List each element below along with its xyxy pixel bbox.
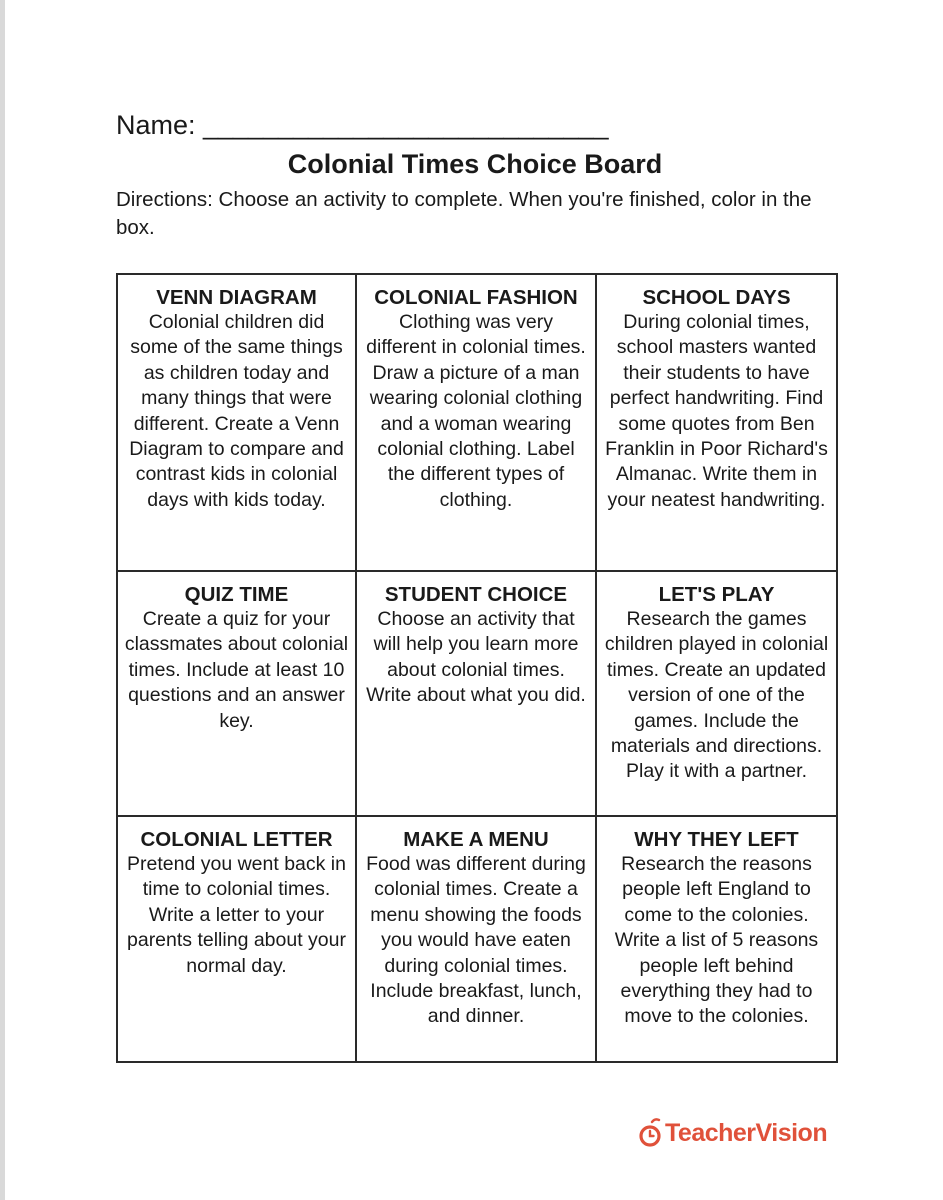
cell-text: Colonial children did some of the same things as children today and many things that were different. Create a Venn Diagram to compare and contrast kids in colonial days with kids today. — [129, 311, 344, 511]
choice-board — [116, 273, 838, 1063]
cell-text: Choose an activity that will help you learn more about colonial times. Write about what you did. — [366, 608, 586, 707]
cell-text: Clothing was very different in colonial times. Draw a picture of a man wearing colonial clothing and a woman wearing colonial clothing. Label the different types of clothing. — [366, 311, 586, 511]
choice-cell-colonial-letter[interactable] — [117, 816, 356, 1062]
choice-cell-student-choice[interactable] — [356, 571, 596, 816]
cell-title: COLONIAL LETTER — [140, 828, 333, 851]
cell-title: VENN DIAGRAM — [156, 286, 317, 309]
choice-cell-make-a-menu[interactable] — [356, 816, 596, 1062]
choice-cell-venn-diagram[interactable] — [117, 274, 356, 571]
teachervision-logo[interactable] — [638, 1118, 827, 1148]
cell-text: Pretend you went back in time to colonial times. Write a letter to your parents telling about your normal day. — [127, 853, 346, 977]
name-field-label: Name: ___________________________ — [116, 110, 609, 140]
board-row — [117, 816, 837, 1062]
choice-cell-school-days[interactable] — [596, 274, 837, 571]
apple-icon — [638, 1118, 664, 1148]
cell-text: Food was different during colonial times. Create a menu showing the foods you would have eaten during colonial times. Include breakfast, lunch, and dinner. — [366, 853, 586, 1028]
cell-text: Research the reasons people left England to come to the colonies. Write a list of 5 reasons people left behind everything they had to move to the colonies. — [614, 853, 819, 1028]
cell-title: QUIZ TIME — [184, 583, 289, 606]
choice-cell-quiz-time[interactable] — [117, 571, 356, 816]
board-row — [117, 571, 837, 816]
page-left-edge — [0, 0, 5, 1200]
cell-text: Research the games children played in colonial times. Create an updated version of one of the games. Include the materials and directions. Play it with a partner. — [604, 608, 829, 783]
cell-text: During colonial times, school masters wanted their students to have perfect handwriting. Find some quotes from Ben Franklin in Poor Richard's Almanac. Write them in your neatest handwriting. — [605, 311, 828, 511]
cell-title: LET'S PLAY — [658, 583, 775, 606]
choice-cell-why-they-left[interactable] — [596, 816, 837, 1062]
logo-text: TeacherVision — [665, 1118, 828, 1147]
board-row — [117, 274, 837, 571]
cell-title: STUDENT CHOICE — [384, 583, 568, 606]
directions-text: Directions: Choose an activity to complete. When you're finished, color in the box. — [116, 188, 812, 239]
cell-text: Create a quiz for your classmates about colonial times. Include at least 10 questions and an answer key. — [124, 608, 349, 732]
cell-title: COLONIAL FASHION — [374, 286, 578, 309]
choice-cell-lets-play[interactable] — [596, 571, 837, 816]
cell-title: SCHOOL DAYS — [642, 286, 791, 309]
cell-title: WHY THEY LEFT — [634, 828, 799, 851]
page-title: Colonial Times Choice Board — [287, 149, 663, 179]
choice-cell-colonial-fashion[interactable] — [356, 274, 596, 571]
cell-title: MAKE A MENU — [403, 828, 549, 851]
